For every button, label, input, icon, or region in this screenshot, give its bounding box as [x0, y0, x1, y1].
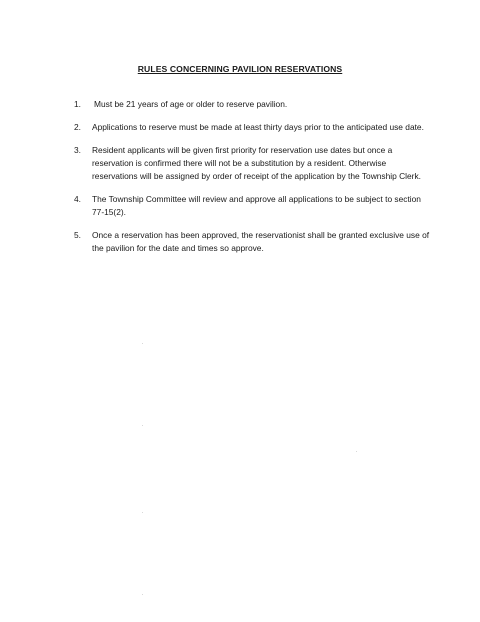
rule-item-1	[74, 98, 430, 111]
rule-item-5	[74, 229, 430, 255]
rule-text: Once a reservation has been approved, the reservationist shall be granted exclusive use of the pavilion for the date and times so approve.	[92, 230, 430, 253]
rules-list	[74, 98, 430, 265]
rule-text: Applications to reserve must be made at least thirty days prior to the anticipated use date.	[92, 122, 424, 132]
rule-number: 2.	[74, 122, 81, 132]
rule-number: 4.	[74, 194, 81, 204]
rule-item-4	[74, 193, 430, 219]
scan-speck	[142, 343, 143, 344]
scan-speck	[356, 451, 357, 452]
rule-text: Must be 21 years of age or older to reserve pavilion.	[94, 99, 288, 109]
rule-text: Resident applicants will be given first priority for reservation use dates but once a reservation is confirmed there will not be a substitution by a resident. Otherwise reservations will be assigned by order of receipt of the application by the Township Clerk.	[92, 145, 421, 181]
scan-speck	[142, 512, 143, 513]
rule-item-3	[74, 144, 430, 183]
scan-speck	[142, 425, 143, 426]
rule-number: 3.	[74, 145, 81, 155]
rule-number: 1.	[74, 99, 81, 109]
document-title: RULES CONCERNING PAVILION RESERVATIONS	[137, 64, 343, 74]
rule-item-2	[74, 121, 430, 134]
scan-speck	[142, 594, 143, 595]
rule-number: 5.	[74, 230, 81, 240]
rule-text: The Township Committee will review and approve all applications to be subject to section 77-15(2).	[92, 194, 421, 217]
